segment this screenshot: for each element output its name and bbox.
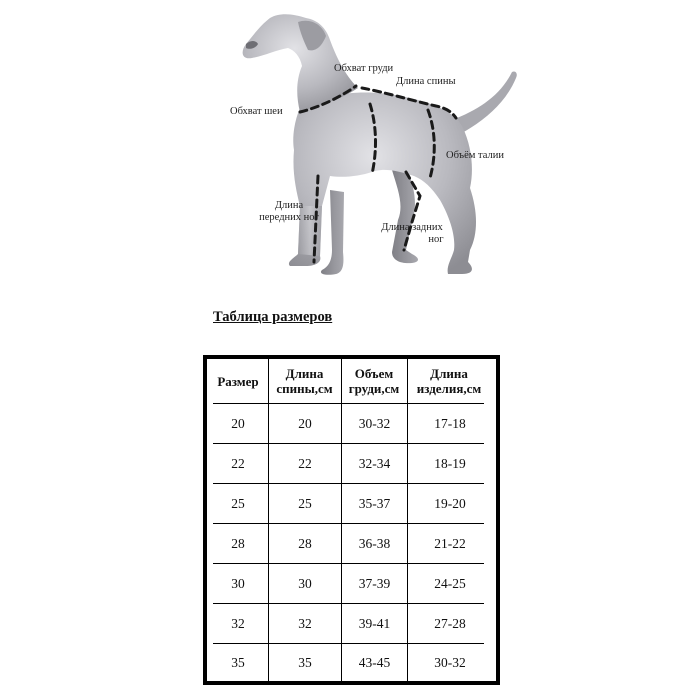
header-item-length [407,359,491,403]
header-size [209,359,267,403]
cell-chest-volume: 35-37 [358,496,391,511]
header-size-text: Размер [217,373,259,389]
back-length-label: Длина спины [396,76,456,87]
front-legs-length-label-line2: передних ног [259,212,319,223]
cell-chest-volume: 32-34 [358,456,391,471]
cell-item-length: 24-25 [434,576,466,591]
cell-size: 28 [231,536,245,551]
dog-measurement-diagram [0,0,700,300]
cell-size: 25 [231,496,245,511]
cell-back-length: 30 [298,576,312,591]
cell-back-length: 28 [298,536,312,551]
front-legs-length-label [252,200,326,224]
cell-back-length: 32 [298,616,312,631]
cell-chest-volume: 36-38 [358,536,391,551]
hind-legs-length-label-line2: ног [428,234,444,245]
cell-item-length: 21-22 [434,536,466,551]
cell-chest-volume: 39-41 [358,616,391,631]
cell-size: 35 [231,655,245,670]
cell-item-length: 27-28 [434,616,466,631]
cell-back-length: 25 [298,496,312,511]
header-back-length-line1: Длина [285,366,324,381]
cell-back-length: 35 [298,655,312,670]
hind-legs-length-label [372,222,452,246]
dog-silhouette-icon [0,0,700,300]
cell-item-length: 30-32 [434,655,466,670]
header-back-length-line2: спины,см [276,381,333,396]
neck-girth-label: Обхват шеи [230,106,283,117]
header-back-length [268,359,341,403]
size-table [203,355,500,685]
header-item-length-line2: изделия,см [416,381,482,396]
header-chest-volume-line2: груди,см [348,381,400,396]
cell-item-length: 19-20 [434,496,466,511]
header-item-length-line1: Длина [430,366,468,381]
chest-girth-label: Обхват груди [334,63,394,74]
cell-chest-volume: 37-39 [358,576,391,591]
header-chest-volume-line1: Объем [354,366,394,381]
size-chart-title: Таблица размеров [213,309,333,325]
cell-size: 30 [231,576,245,591]
cell-chest-volume: 30-32 [358,416,391,431]
waist-volume-label: Объём талии [446,150,504,161]
cell-size: 32 [231,616,245,631]
header-chest-volume [341,359,407,403]
cell-item-length: 18-19 [434,456,466,471]
hind-legs-length-label-line1: Длина задних [381,222,443,233]
cell-item-length: 17-18 [434,416,466,431]
cell-size: 22 [231,456,245,471]
cell-size: 20 [231,416,245,431]
cell-chest-volume: 43-45 [358,655,391,670]
cell-back-length: 20 [298,416,312,431]
cell-back-length: 22 [298,456,312,471]
front-legs-length-label-line1: Длина [274,200,304,211]
